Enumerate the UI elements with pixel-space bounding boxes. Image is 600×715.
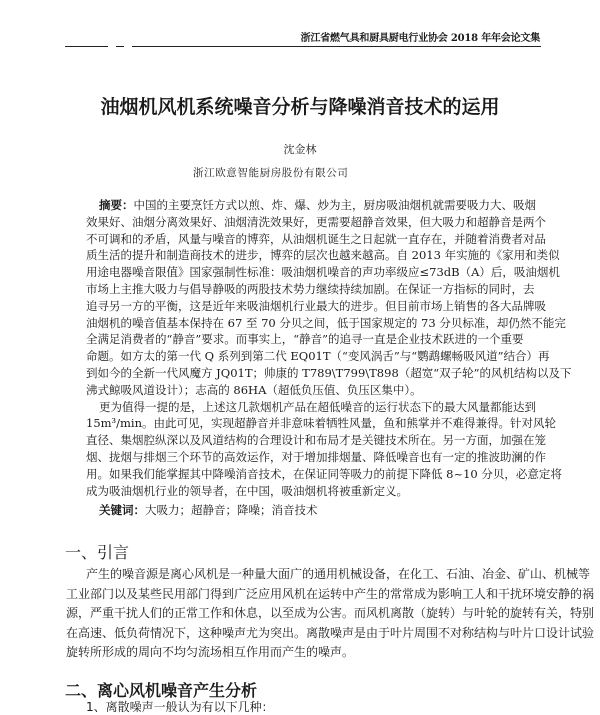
abstract-line: 效果好、油烟分离效果好、油烟清洗效果好，更需要超静音效果，但大吸力和超静音是两个 — [86, 215, 546, 229]
abstract-line: 15m³/min。由此可见，实现超静音并非意味着牺牲风量，鱼和熊掌并不难得兼得。针对风轮 — [86, 416, 557, 430]
header-rule — [65, 46, 541, 47]
keywords-text: 大吸力；超静音；降噪；消音技术 — [145, 503, 318, 517]
abstract-line: 直径、集烟腔纵深以及风道结构的合理设计和布局才是关键技术所在。另一方面，加强在笼 — [86, 433, 546, 447]
keywords — [99, 502, 318, 518]
abstract-text: 中国的主要烹饪方式以煎、炸、爆、炒为主，厨房吸油烟机就需要吸力大、吸烟 — [133, 198, 536, 212]
body-line: 源，严重干扰人们的正常工作和休息，以至成为公害。而风机离散（旋转）与叶轮的旋转有关，特别 — [66, 606, 595, 620]
abstract-line: 全满足消费者的“静音”要求。而事实上，“静音”的追寻一直是企业技术跃进的一个重要 — [86, 332, 524, 346]
abstract-line: 油烟机的噪音值基本保持在 67 至 70 分贝之间，低于国家规定的 73 分贝标准，却仍然不能完 — [86, 316, 566, 330]
keywords-label: 关键词： — [99, 503, 145, 517]
paper-title: 油烟机风机系统噪音分析与降噪消音技术的运用 — [100, 96, 500, 118]
body-line: 在高速、低负荷情况下，这种噪声尤为突出。离散噪声是由于叶片周围不对称结构与叶片口设计试验 — [66, 626, 595, 640]
section-heading: 一、引言 — [65, 543, 130, 562]
body-line: 工业部门以及某些民用部门得到广泛应用风机在运转中产生的常常成为影响工人和干扰环境安静的祸 — [66, 587, 595, 601]
header-rule-gap — [124, 44, 132, 49]
abstract-line — [99, 198, 536, 212]
section-heading: 二、离心风机噪音产生分析 — [65, 681, 258, 700]
abstract-line: 追寻另一方的平衡，这是近年来吸油烟机行业最大的进步。但目前市场上销售的各大品牌吸 — [86, 299, 546, 313]
body-line: 产生的噪音源是离心风机是一种量大面广的通用机械设备，在化工、石油、冶金、矿山、机械等 — [86, 567, 591, 581]
abstract-line: 命题。如方太的第一代 Q 系列到第二代 EQ01T（“变风涡舌”与“鹦鹉螺畅吸风道”结合）再 — [86, 349, 550, 363]
abstract-line: 质生活的提升和制造商技术的进步，博弈的层次也越来越高。自 2013 年实施的《家用和类似 — [86, 248, 560, 262]
abstract-label: 摘要： — [99, 198, 134, 212]
list-item: 1、离散噪声一般认为有以下几种： — [86, 700, 274, 714]
body-line: 旋转所形成的周向不均匀流场相互作用而产生的噪声。 — [66, 645, 355, 659]
abstract-line: 到如今的全新一代风魔方 JQ01T；帅康的 T789\T799\T898（超宽“双子轮”的风机结构以及下 — [86, 366, 572, 380]
abstract-line: 沸式鲸吸风道设计）；志高的 86HA（超低负压值、负压区集中）。 — [86, 383, 422, 397]
abstract-line: 成为吸油烟机行业的领导者，在中国，吸油烟机将被重新定义。 — [86, 484, 408, 498]
author-affiliation: 浙江欧意智能厨房股份有限公司 — [193, 167, 349, 179]
abstract-line: 用。如果我们能掌握其中降噪消音技术，在保证同等吸力的前提下降低 8~10 分贝，必意定将 — [86, 467, 562, 481]
running-header: 浙江省燃气具和厨具厨电行业协会 2018 年年会论文集 — [300, 33, 540, 44]
abstract-line: 烟、拢烟与排烟三个环节的高效运作，对于增加排烟量、降低噪音也有一定的推波助澜的作 — [86, 450, 546, 464]
header-rule-gap — [108, 44, 116, 49]
author-name: 沈金林 — [283, 143, 317, 156]
abstract-line: 更为值得一提的是，上述这几款烟机产品在超低噪音的运行状态下的最大风量都能达到 — [99, 400, 536, 414]
abstract-line: 市场上主推大吸力与倡导静吸的两股技术势力继续持续加剧。在保证一方指标的同时，去 — [86, 282, 535, 296]
abstract-line: 不可调和的矛盾，风量与噪音的博弈，从油烟机诞生之日起就一直存在，并随着消费者对品 — [86, 232, 546, 246]
abstract-line: 用途电器噪音限值》国家强制性标准：吸油烟机噪音的声功率级应≤73dB（A）后，吸油烟机 — [86, 265, 560, 279]
